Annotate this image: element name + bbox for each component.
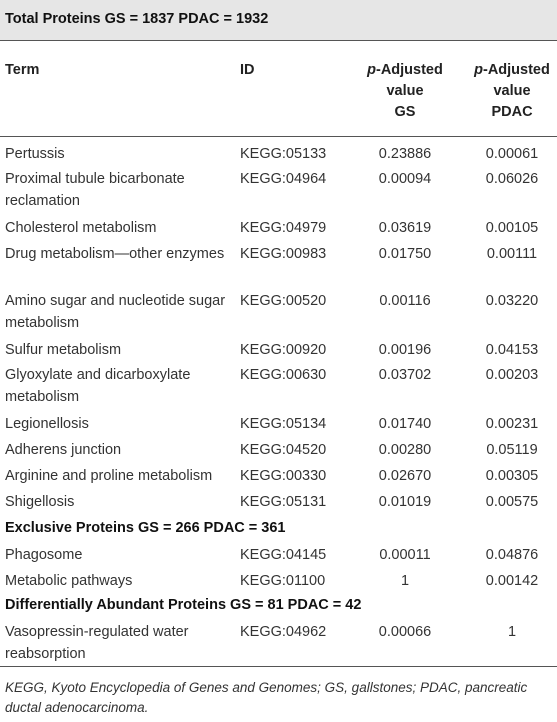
id-cell: KEGG:04145	[240, 547, 327, 563]
p-gs-cell: 0.00196	[378, 342, 432, 358]
header-bottom-rule	[0, 136, 557, 137]
term-cell: Amino sugar and nucleotide sugar metabolism	[5, 293, 226, 331]
col-header-term: Term	[5, 62, 40, 78]
section-heading-exclusive: Exclusive Proteins GS = 266 PDAC = 361	[5, 520, 286, 536]
p-pdac-cell: 0.00231	[485, 416, 539, 432]
p-pdac-cell: 0.00203	[485, 367, 539, 383]
table-bottom-rule	[0, 666, 557, 667]
p-gs-cell: 0.00094	[378, 171, 432, 187]
term-cell: Proximal tubule bicarbonate reclamation	[5, 171, 185, 209]
term-cell: Legionellosis	[5, 416, 89, 432]
term-cell: Cholesterol metabolism	[5, 220, 157, 236]
id-cell: KEGG:00330	[240, 468, 327, 484]
term-cell: Glyoxylate and dicarboxylate metabolism	[5, 367, 191, 405]
p-pdac-cell: 0.03220	[485, 293, 539, 309]
p-gs-cell: 0.00116	[379, 293, 431, 309]
p-gs-cell: 0.01019	[378, 494, 432, 510]
table-footnote: KEGG, Kyoto Encyclopedia of Genes and Genomes; GS, gallstones; PDAC, pancreatic ductal adenocarcinoma.	[5, 680, 528, 715]
term-cell: Sulfur metabolism	[5, 342, 122, 358]
term-cell: Phagosome	[5, 547, 83, 563]
p-gs-cell: 0.00066	[378, 624, 432, 640]
term-cell: Vasopressin-regulated water reabsorption	[5, 624, 189, 662]
term-cell: Drug metabolism—other enzymes	[5, 246, 225, 262]
id-cell: KEGG:00983	[240, 246, 327, 262]
p-gs-cell: 0.00280	[378, 442, 432, 458]
p-pdac-cell: 0.00142	[485, 573, 539, 589]
table-title: Total Proteins GS = 1837 PDAC = 1932	[5, 11, 269, 27]
p-pdac-cell: 0.06026	[485, 171, 539, 187]
term-cell: Shigellosis	[5, 494, 75, 510]
id-cell: KEGG:04520	[240, 442, 327, 458]
id-cell: KEGG:00630	[240, 367, 327, 383]
col-header-p-gs: p-Adjusted value GS	[367, 62, 443, 120]
p-pdac-cell: 0.00305	[485, 468, 539, 484]
header-top-rule	[0, 40, 557, 41]
p-gs-cell: 0.00011	[379, 547, 431, 563]
p-gs-cell: 0.23886	[378, 146, 432, 162]
id-cell: KEGG:00520	[240, 293, 327, 309]
p-italic: p	[367, 62, 376, 78]
p-pdac-cell: 0.04876	[485, 547, 539, 563]
p-pdac-cell: 0.04153	[485, 342, 539, 358]
p-pdac-cell: 0.00061	[485, 146, 539, 162]
table-title-banner	[0, 0, 557, 40]
id-cell: KEGG:04964	[240, 171, 327, 187]
p-gs-cell: 0.02670	[378, 468, 432, 484]
section-heading-differential: Differentially Abundant Proteins GS = 81 PDAC = 42	[5, 597, 362, 613]
term-cell: Adherens junction	[5, 442, 122, 458]
p-gs-cell: 1	[400, 573, 410, 589]
id-cell: KEGG:00920	[240, 342, 327, 358]
id-cell: KEGG:04979	[240, 220, 327, 236]
col-header-p-pdac: p-Adjusted value PDAC	[474, 62, 550, 120]
p-pdac-cell: 0.05119	[486, 442, 538, 458]
id-cell: KEGG:05133	[240, 146, 327, 162]
id-cell: KEGG:04962	[240, 624, 327, 640]
p-gs-cell: 0.01750	[378, 246, 432, 262]
p-pdac-cell: 0.00111	[486, 246, 538, 262]
term-cell: Pertussis	[5, 146, 65, 162]
p-gs-cell: 0.03702	[378, 367, 432, 383]
id-cell: KEGG:05134	[240, 416, 327, 432]
p-pdac-cell: 1	[507, 624, 517, 640]
col-header-id: ID	[240, 62, 255, 78]
p-gs-cell: 0.01740	[378, 416, 432, 432]
p-italic: p	[474, 62, 483, 78]
term-cell: Metabolic pathways	[5, 573, 133, 589]
p-gs-cell: 0.03619	[378, 220, 432, 236]
p-pdac-cell: 0.00105	[485, 220, 539, 236]
p-pdac-cell: 0.00575	[485, 494, 539, 510]
id-cell: KEGG:01100	[240, 573, 326, 589]
id-cell: KEGG:05131	[240, 494, 327, 510]
term-cell: Arginine and proline metabolism	[5, 468, 213, 484]
